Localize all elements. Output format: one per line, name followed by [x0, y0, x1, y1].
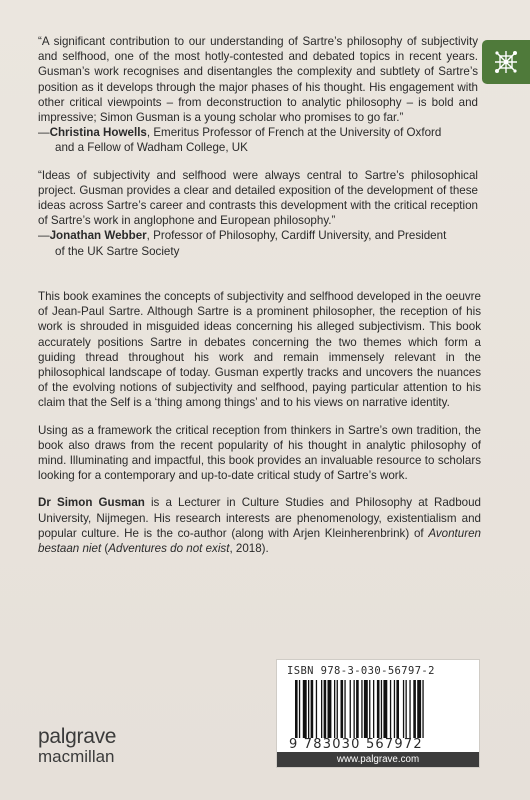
barcode-bar	[364, 680, 368, 738]
author-bio	[38, 495, 481, 556]
barcode-bar	[350, 680, 351, 738]
barcode-bar	[390, 680, 391, 738]
barcode-bar	[409, 680, 410, 738]
author-bio-paren: (	[101, 542, 109, 556]
barcode-bar	[303, 680, 307, 738]
praise-attribution-2	[38, 228, 478, 258]
blurb-paragraph-1: This book examines the concepts of subjectivity and selfhood developed in the oeuvre of Jean-Paul Sartre. Although Sartre is a prominent philosopher, the reception of his work is shrouded in misguided ideas concerning his alleged subjectivism. This book accurately positions Sartre in debates concerning the two themes which form a guiding thread throughout his work and remain immensely relevant in the philosophical landscape of today. Gusman expertly tracks and uncovers the nuances of the evolving notions of subjectivity and selfhood, paying particular attention to his claim that the Self is a ‘thing among things’ and to his views on narrative identity.	[38, 290, 481, 410]
barcode-bar	[383, 680, 387, 738]
blurb-paragraph-2: Using as a framework the critical reception from thinkers in Sartre’s own tradition, the book also draws from the recent popularity of his thought in analytic philosophy of mind. Illuminating and impactful, this book provides an invaluable resource to scholars looking for a contemporary and up-to-date critical study of Sartre’s work.	[38, 423, 481, 483]
author-name: Dr Simon Gusman	[38, 496, 145, 510]
barcode-bar	[308, 680, 309, 738]
barcode-bar	[341, 680, 344, 738]
barcode-bar	[377, 680, 380, 738]
praise-section	[38, 34, 478, 259]
barcode-bar	[299, 680, 300, 738]
barcode-bar	[369, 680, 370, 738]
barcode-bars	[295, 680, 463, 738]
barcode-bar	[295, 680, 298, 738]
barcode-bar	[328, 680, 332, 738]
blurb-section	[38, 289, 481, 568]
reviewer-role-cont: of the UK Sartre Society	[55, 244, 180, 258]
attribution-dash: —	[38, 126, 50, 140]
attribution-dash: —	[38, 229, 50, 243]
barcode-panel	[276, 659, 480, 768]
publisher-logo	[38, 726, 116, 766]
reviewer-role-cont: and a Fellow of Wadham College, UK	[55, 141, 248, 155]
barcode-bar	[417, 680, 421, 738]
barcode-bar	[413, 680, 416, 738]
barcode-bar	[321, 680, 322, 738]
barcode-bar	[396, 680, 399, 738]
barcode-bar	[354, 680, 355, 738]
network-emblem-icon	[482, 40, 530, 84]
barcode-bar	[373, 680, 374, 738]
barcode-bar	[422, 680, 423, 738]
reviewer-name: Jonathan Webber	[49, 229, 147, 243]
isbn-label: ISBN 978-3-030-56797-2	[287, 665, 435, 677]
reviewer-name: Christina Howells	[49, 126, 147, 140]
barcode-digits: 9 783030 567972	[289, 737, 423, 752]
barcode-bar	[324, 680, 327, 738]
barcode-bar	[361, 680, 362, 738]
network-emblem-graphic	[492, 48, 520, 76]
author-book-title: Avonturen bestaan niet	[38, 526, 481, 556]
barcode-bar	[381, 680, 382, 738]
reviewer-role: , Emeritus Professor of French at the University of Oxford	[146, 126, 442, 140]
barcode-bar	[406, 680, 407, 738]
barcode-bar	[311, 680, 314, 738]
praise-quote-2: “Ideas of subjectivity and selfhood were always central to Sartre’s philosophical project. Gusman provides a clear and detailed exposition of the development of these ideas across Sartre’s career and contrasts this development with the critical reception of Sartre’s work in anglophone and European philosophy.”	[38, 168, 478, 228]
barcode-bar	[344, 680, 345, 738]
barcode-bar	[337, 680, 338, 738]
publisher-logo-line2: macmillan	[38, 747, 115, 766]
praise-attribution-1	[38, 125, 478, 155]
reviewer-role: , Professor of Philosophy, Cardiff University, and President	[146, 229, 447, 243]
author-bio-tail: , 2018).	[229, 542, 269, 556]
publisher-url[interactable]: www.palgrave.com	[277, 752, 479, 767]
publisher-logo-line1: palgrave	[38, 725, 117, 748]
barcode-bar	[356, 680, 359, 738]
barcode-bar	[316, 680, 317, 738]
barcode-bar	[403, 680, 404, 738]
author-bio-text: is a Lecturer in Culture Studies and Philosophy at Radboud University, Nijmegen. His research interests are phenomenology, existentialism and popular culture. He is the co-author (along with Arjen Kleinherenbrink) of	[38, 496, 482, 540]
praise-quote-1: “A significant contribution to our understanding of Sartre’s philosophy of subjectivity and selfhood, one of the most hotly-contested and debated topics in recent years. Gusman’s work recognises and disentangles the complexity and subtlety of Sartre’s position as it develops through the major phases of his thought. His engagement with other critical viewpoints – from deconstruction to analytic philosophy – is bold and impressive; Simon Gusman is a young scholar who promises to go far.”	[38, 35, 478, 125]
barcode-bar	[334, 680, 335, 738]
barcode-bar	[394, 680, 395, 738]
author-book-title-en: Adventures do not exist	[108, 542, 230, 556]
